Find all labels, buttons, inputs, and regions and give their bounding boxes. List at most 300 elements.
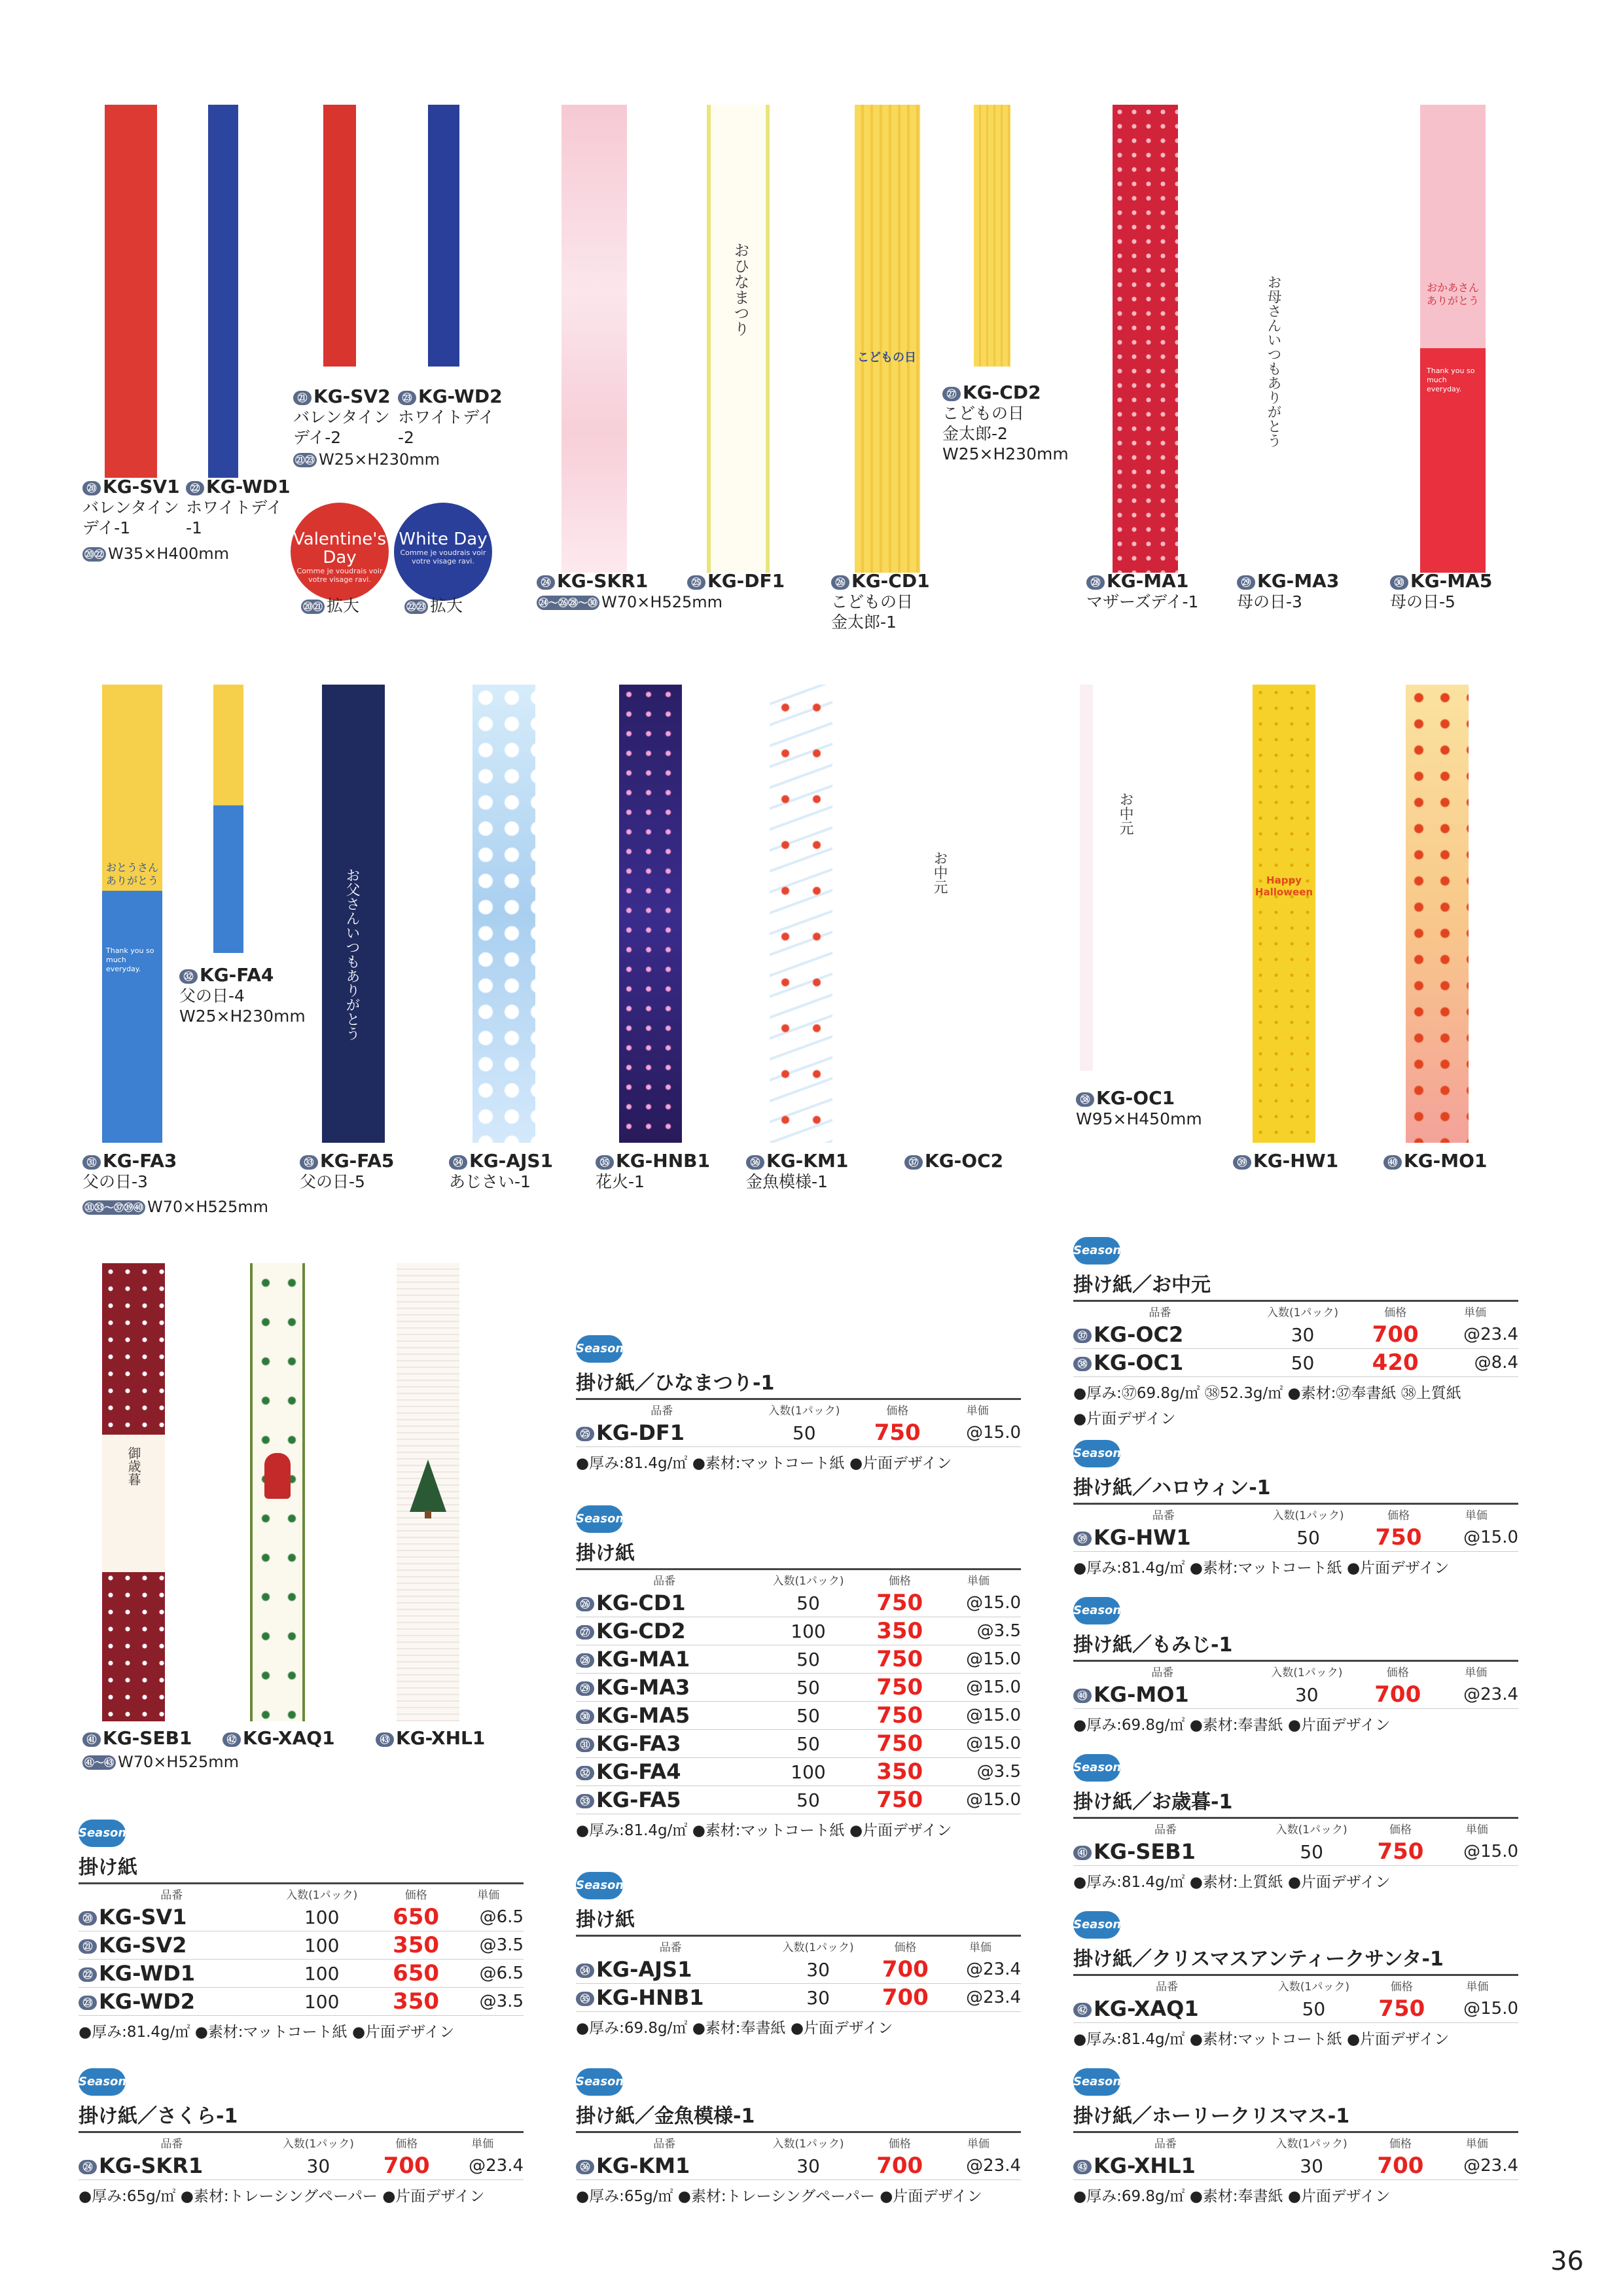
item-number: ㊲	[1073, 1329, 1092, 1343]
header-qty: 入数(1パック)	[765, 1936, 870, 1956]
spec-kakegami-a	[79, 1820, 524, 2041]
caption-kg-hw1: ㊴ KG-HW1	[1233, 1151, 1338, 1172]
cell-qty: 50	[1260, 1995, 1367, 2023]
cell-price: 650	[379, 1960, 453, 1988]
spec-kakegami-c	[576, 1872, 1021, 2037]
cell-unit: @23.4	[441, 2152, 524, 2180]
badge-white-caption: ㉒㉓ 拡大	[404, 596, 463, 616]
cell-unit: @3.5	[936, 1758, 1021, 1786]
header-qty: 入数(1パック)	[1247, 1301, 1359, 1321]
caption-kg-ma3: ㉙ KG-MA3 母の日-3	[1237, 570, 1340, 611]
spec-title: 掛け紙／金魚模様-1	[576, 2105, 755, 2128]
header-qty: 入数(1パック)	[1258, 2132, 1366, 2153]
cell-code	[1073, 1524, 1253, 1552]
table-row	[1073, 1321, 1518, 1349]
item-number: ㉑	[79, 1939, 97, 1954]
cell-unit: @15.0	[936, 1645, 1021, 1674]
spec-halloween	[1073, 1440, 1518, 1577]
header-price: 価格	[1367, 1975, 1436, 1996]
item-code: KG-WD1	[99, 1961, 196, 1986]
spec-xmas-antique	[1073, 1911, 1518, 2049]
spec-table	[79, 2131, 524, 2180]
header-code: 品番	[1073, 1504, 1253, 1524]
header-price: 価格	[1363, 1504, 1435, 1524]
strip-kg-fa4	[213, 685, 243, 953]
cell-price: 750	[864, 1645, 936, 1674]
dimension-31-40: ㉛㉝〜㊲㊴㊵ W70×H525mm	[82, 1198, 268, 1216]
header-unit: 単価	[1436, 1975, 1518, 1996]
strip-kg-df1	[707, 105, 770, 573]
item-number: ㊵	[1073, 1689, 1092, 1703]
cell-code	[1073, 1349, 1247, 1377]
spec-xmas-holly	[1073, 2068, 1518, 2206]
table-row	[79, 2152, 524, 2180]
cell-code	[576, 1984, 765, 2012]
caption-kg-xaq1: ㊷ KG-XAQ1	[223, 1728, 335, 1749]
header-qty: 入数(1パック)	[753, 2132, 863, 2153]
spec-title: 掛け紙／もみじ-1	[1073, 1634, 1233, 1657]
item-code: KG-MA5	[596, 1703, 690, 1728]
header-price: 価格	[871, 1936, 940, 1956]
header-code: 品番	[79, 2132, 265, 2153]
season-logo: Season	[576, 1872, 623, 1899]
cell-price: 700	[864, 2152, 936, 2180]
cell-price: 750	[864, 1730, 936, 1758]
spec-table	[1073, 1974, 1518, 2023]
caption-kg-oc1: ㊳ KG-OC1 W95×H450mm	[1076, 1087, 1202, 1128]
spec-note-2: ●片面デザイン	[1073, 1410, 1176, 1427]
cell-price: 650	[379, 1903, 453, 1931]
caption-kg-hnb1: ㉟ KG-HNB1 花火-1	[596, 1150, 710, 1191]
oc2-vertical-text: お中元	[931, 851, 948, 894]
strip-kg-sv1	[105, 105, 157, 478]
cell-qty: 50	[1258, 1838, 1366, 1866]
spec-note: ●厚み:81.4g/㎡ ●素材:上質紙 ●片面デザイン	[1073, 1874, 1391, 1891]
header-price: 価格	[1362, 1661, 1434, 1681]
header-code: 品番	[576, 1936, 765, 1956]
header-unit: 単価	[936, 1570, 1021, 1590]
cell-code	[576, 1674, 753, 1702]
table-row	[576, 1419, 1021, 1447]
strip-kg-xaq1	[250, 1263, 305, 1721]
header-unit: 単価	[1432, 1301, 1518, 1321]
item-code: KG-FA3	[596, 1731, 681, 1756]
item-number: ㉛	[576, 1738, 594, 1752]
cell-code	[79, 1960, 265, 1988]
spec-title: 掛け紙	[79, 1856, 137, 1879]
spec-ochugen	[1073, 1237, 1518, 1428]
strip-kg-fa3	[102, 685, 162, 1143]
cell-qty: 30	[1247, 1321, 1359, 1349]
item-code: KG-SEB1	[1094, 1839, 1196, 1864]
badge-valentines-day: Valentine's Day Comme je voudrais voir votre visage ravi.	[291, 503, 389, 601]
cell-price: 750	[1363, 1524, 1435, 1552]
cell-qty: 30	[765, 1984, 870, 2012]
seb1-strip-text: 御歳暮	[126, 1446, 141, 1486]
cell-code	[79, 2152, 265, 2180]
header-qty: 入数(1パック)	[753, 1570, 863, 1590]
caption-kg-cd2: ㉗ KG-CD2 こどもの日 金太郎-2 W25×H230mm	[942, 382, 1069, 463]
cell-code	[576, 1645, 753, 1674]
cell-price: 750	[864, 1786, 936, 1814]
caption-kg-ma1: ㉘ KG-MA1 マザーズデイ-1	[1086, 570, 1199, 611]
item-number: ㊸	[1073, 2160, 1092, 2174]
season-logo: Season	[576, 1505, 623, 1533]
season-logo: Season	[1073, 1754, 1120, 1782]
cell-unit: @3.5	[453, 1931, 524, 1960]
badge-white-day: White Day Comme je voudrais voir votre visage ravi.	[394, 503, 492, 601]
item-number: ㉓	[79, 1996, 97, 2010]
season-logo: Season	[1073, 1597, 1120, 1624]
item-code: KG-OC1	[1094, 1350, 1184, 1375]
cell-unit: @3.5	[453, 1988, 524, 2016]
caption-kg-sv1: ⑳ KG-SV1 バレンタイン デイ-1	[82, 476, 180, 537]
caption-kg-ajs1: ㉞ KG-AJS1 あじさい-1	[449, 1150, 554, 1191]
header-price: 価格	[861, 1399, 934, 1420]
table-row	[576, 1589, 1021, 1617]
spec-note: ●厚み:65g/㎡ ●素材:トレーシングペーパー ●片面デザイン	[79, 2188, 485, 2205]
item-number: ㊱	[576, 2160, 594, 2174]
strip-kg-ajs1	[473, 685, 535, 1143]
caption-kg-xhl1: ㊸ KG-XHL1	[376, 1728, 485, 1749]
spec-note: ●厚み:81.4g/㎡ ●素材:マットコート紙 ●片面デザイン	[576, 1822, 952, 1839]
dimension-2123: ㉑㉓ W25×H230mm	[293, 450, 440, 469]
item-number: ㉚	[576, 1710, 594, 1724]
header-price: 価格	[372, 2132, 441, 2153]
item-number: ㉘	[576, 1653, 594, 1668]
caption-kg-oc2: ㊲ KG-OC2	[904, 1151, 1003, 1172]
cell-price: 350	[864, 1617, 936, 1645]
item-number: ㊴	[1073, 1532, 1092, 1546]
table-row	[79, 1988, 524, 2016]
cell-unit: @15.0	[934, 1419, 1021, 1447]
spec-title: 掛け紙	[576, 1542, 635, 1565]
cell-qty: 100	[265, 1988, 379, 2016]
cell-unit: @15.0	[1435, 1838, 1518, 1866]
header-price: 価格	[379, 1884, 453, 1904]
item-number: ㉖	[576, 1597, 594, 1611]
header-qty: 入数(1パック)	[1260, 1975, 1367, 1996]
item-number: ㉟	[576, 1992, 594, 2006]
cell-qty: 30	[753, 2152, 863, 2180]
spec-table	[576, 2131, 1021, 2180]
cell-unit: @23.4	[936, 2152, 1021, 2180]
cell-price: 700	[871, 1984, 940, 2012]
spec-note: ●厚み:81.4g/㎡ ●素材:マットコート紙 ●片面デザイン	[79, 2024, 455, 2041]
item-code: KG-MO1	[1094, 1682, 1189, 1707]
spec-table	[1073, 1817, 1518, 1866]
item-number: ㉜	[576, 1766, 594, 1780]
caption-kg-sv2: ㉑ KG-SV2 バレンタイン デイ-2	[293, 386, 391, 447]
spec-note: ●厚み:81.4g/㎡ ●素材:マットコート紙 ●片面デザイン	[576, 1455, 952, 1472]
cell-price: 750	[864, 1674, 936, 1702]
cell-code	[79, 1988, 265, 2016]
cell-code	[576, 2152, 753, 2180]
cell-unit: @15.0	[936, 1589, 1021, 1617]
caption-kg-fa5: ㉝ KG-FA5 父の日-5	[300, 1150, 395, 1191]
fa3-strip-text2: Thank you so much everyday.	[106, 946, 154, 973]
spec-table	[1073, 1660, 1518, 1709]
strip-kg-wd1	[208, 105, 238, 478]
season-logo: Season	[1073, 1440, 1120, 1467]
strip-kg-cd1	[855, 105, 920, 573]
table-row	[576, 1984, 1021, 2012]
header-price: 価格	[1365, 1818, 1435, 1839]
cell-unit: @23.4	[1432, 1321, 1518, 1349]
header-code: 品番	[1073, 1661, 1252, 1681]
header-code: 品番	[1073, 1818, 1258, 1839]
table-row	[1073, 1838, 1518, 1866]
cell-qty: 30	[265, 2152, 372, 2180]
cell-unit: @15.0	[936, 1786, 1021, 1814]
spec-oseibo	[1073, 1754, 1518, 1892]
season-logo: Season	[1073, 1237, 1120, 1265]
item-code: KG-SV1	[99, 1905, 187, 1929]
cell-price: 350	[379, 1931, 453, 1960]
cell-unit: @23.4	[940, 1956, 1021, 1984]
item-code: KG-CD1	[596, 1590, 686, 1615]
season-logo: Season	[1073, 1911, 1120, 1939]
caption-kg-ma5: ㉚ KG-MA5 母の日-5	[1390, 570, 1493, 611]
header-unit: 単価	[1434, 1661, 1518, 1681]
spec-note: ●厚み:69.8g/㎡ ●素材:奉書紙 ●片面デザイン	[1073, 1717, 1391, 1734]
item-number: ㊳	[1073, 1357, 1092, 1371]
cell-qty: 50	[753, 1730, 863, 1758]
christmas-tree-icon	[408, 1460, 448, 1518]
cell-qty: 50	[748, 1419, 861, 1447]
cell-qty: 100	[265, 1960, 379, 1988]
strip-kg-mo1	[1406, 685, 1469, 1143]
table-row	[576, 1956, 1021, 1984]
spec-table	[576, 1398, 1021, 1447]
ma3-vertical-text: お母さんいつもありがとう	[1265, 275, 1281, 448]
header-qty: 入数(1パック)	[1253, 1504, 1363, 1524]
strip-kg-oc1	[1080, 685, 1093, 1071]
table-row	[576, 1702, 1021, 1730]
header-unit: 単価	[441, 2132, 524, 2153]
spec-table	[576, 1935, 1021, 2012]
cell-price: 700	[372, 2152, 441, 2180]
cell-price: 750	[861, 1419, 934, 1447]
cell-qty: 100	[753, 1758, 863, 1786]
cell-qty: 100	[753, 1617, 863, 1645]
season-logo: Season	[576, 2068, 623, 2096]
season-logo: Season	[576, 1335, 623, 1363]
spec-kingyo	[576, 2068, 1021, 2206]
header-unit: 単価	[936, 2132, 1021, 2153]
ma5-strip-text2: Thank you so much everyday.	[1427, 367, 1475, 393]
item-number: ㉙	[576, 1681, 594, 1696]
cd1-strip-text: こどもの日	[857, 351, 916, 365]
header-price: 価格	[864, 1570, 936, 1590]
cell-price: 350	[379, 1988, 453, 2016]
item-number: ㊷	[1073, 2003, 1092, 2017]
strip-kg-hw1	[1253, 685, 1315, 1143]
cell-price: 750	[1365, 1838, 1435, 1866]
spec-note: ●厚み:69.8g/㎡ ●素材:奉書紙 ●片面デザイン	[1073, 2188, 1391, 2205]
caption-kg-km1: ㊱ KG-KM1 金魚模様-1	[746, 1150, 849, 1191]
strip-kg-sv2	[323, 105, 356, 367]
cell-code	[576, 1758, 753, 1786]
item-code: KG-OC2	[1094, 1322, 1184, 1347]
spec-sakura	[79, 2068, 524, 2206]
item-number: ㉔	[79, 2160, 97, 2174]
spec-note: ●厚み:81.4g/㎡ ●素材:マットコート紙 ●片面デザイン	[1073, 1560, 1450, 1577]
header-code: 品番	[576, 1570, 753, 1590]
header-unit: 単価	[934, 1399, 1021, 1420]
spec-table	[1073, 1300, 1518, 1377]
item-code: KG-XAQ1	[1094, 1996, 1199, 2021]
strip-kg-xhl1	[397, 1263, 459, 1721]
strip-kg-km1	[770, 685, 832, 1143]
caption-kg-fa3: ㉛ KG-FA3 父の日-3	[82, 1150, 177, 1191]
cell-code	[1073, 2152, 1258, 2180]
item-number: ㉗	[576, 1625, 594, 1640]
table-row	[576, 1730, 1021, 1758]
caption-kg-cd1: ㉖ KG-CD1 こどもの日 金太郎-1	[831, 570, 930, 632]
item-code: KG-WD2	[99, 1989, 196, 2014]
cell-code	[576, 1419, 748, 1447]
cell-code	[1073, 1995, 1260, 2023]
spec-title: 掛け紙	[576, 1909, 635, 1931]
table-row	[576, 1786, 1021, 1814]
cell-code	[576, 1617, 753, 1645]
strip-kg-wd2	[428, 105, 459, 367]
header-qty: 入数(1パック)	[265, 2132, 372, 2153]
item-code: KG-HNB1	[596, 1985, 704, 2010]
cell-price: 700	[1362, 1681, 1434, 1709]
header-price: 価格	[1365, 2132, 1435, 2153]
santa-figure	[264, 1453, 291, 1499]
cell-unit: @15.0	[936, 1702, 1021, 1730]
item-code: KG-KM1	[596, 2153, 690, 2178]
table-row	[576, 1674, 1021, 1702]
cell-unit: @6.5	[453, 1903, 524, 1931]
cell-qty: 50	[753, 1645, 863, 1674]
spec-hinamatsuri	[576, 1335, 1021, 1473]
spec-momiji	[1073, 1597, 1518, 1734]
dimension-2022: ⑳㉒ W35×H400mm	[82, 545, 229, 563]
cell-qty: 30	[1252, 1681, 1362, 1709]
item-code: KG-SV2	[99, 1933, 187, 1958]
strip-kg-seb1	[102, 1263, 165, 1721]
cell-unit: @23.4	[1435, 2152, 1518, 2180]
df1-vertical-text: おひなまつり	[731, 242, 749, 336]
header-code: 品番	[1073, 1975, 1260, 1996]
cell-code	[1073, 1681, 1252, 1709]
header-qty: 入数(1パック)	[748, 1399, 861, 1420]
cell-price: 350	[864, 1758, 936, 1786]
table-row	[1073, 2152, 1518, 2180]
item-code: KG-MA1	[596, 1647, 690, 1672]
strip-kg-ma1	[1113, 105, 1178, 573]
cell-qty: 50	[1253, 1524, 1363, 1552]
table-row	[79, 1903, 524, 1931]
cell-qty: 100	[265, 1903, 379, 1931]
cell-qty: 50	[753, 1702, 863, 1730]
table-row	[1073, 1681, 1518, 1709]
item-code: KG-DF1	[596, 1420, 685, 1445]
cell-unit: @15.0	[1434, 1524, 1518, 1552]
table-row	[576, 1617, 1021, 1645]
fa3-strip-text: おとうさんありがとう	[106, 861, 159, 887]
item-number: ㊶	[1073, 1846, 1092, 1860]
item-code: KG-HW1	[1094, 1525, 1191, 1550]
spec-table	[79, 1882, 524, 2016]
item-number: ㉕	[576, 1427, 594, 1441]
cell-unit: @3.5	[936, 1617, 1021, 1645]
cell-code	[576, 1786, 753, 1814]
cell-price: 750	[864, 1589, 936, 1617]
cell-code	[79, 1903, 265, 1931]
cell-code	[79, 1931, 265, 1960]
item-code: KG-FA5	[596, 1787, 681, 1812]
table-row	[576, 1758, 1021, 1786]
spec-title: 掛け紙／お中元	[1073, 1274, 1211, 1297]
spec-title: 掛け紙／ひなまつり-1	[576, 1372, 775, 1395]
spec-note: ●厚み:81.4g/㎡ ●素材:マットコート紙 ●片面デザイン	[1073, 2031, 1450, 2048]
cell-qty: 50	[1247, 1349, 1359, 1377]
table-row	[79, 1931, 524, 1960]
spec-title: 掛け紙／クリスマスアンティークサンタ-1	[1073, 1948, 1444, 1971]
cell-price: 420	[1359, 1349, 1432, 1377]
item-code: KG-AJS1	[596, 1957, 692, 1982]
table-row	[576, 1645, 1021, 1674]
oc1-vertical-text: お中元	[1117, 792, 1133, 835]
season-logo: Season	[79, 2068, 126, 2096]
strip-kg-cd2	[974, 105, 1010, 367]
header-code: 品番	[576, 2132, 753, 2153]
cell-unit: @15.0	[936, 1674, 1021, 1702]
spec-note: ●厚み:69.8g/㎡ ●素材:奉書紙 ●片面デザイン	[576, 2020, 893, 2037]
cell-code	[1073, 1838, 1258, 1866]
spec-title: 掛け紙／お歳暮-1	[1073, 1791, 1233, 1814]
header-qty: 入数(1パック)	[1258, 1818, 1366, 1839]
fa5-vertical-text: お父さんいつもありがとう	[344, 868, 360, 1041]
cell-price: 700	[1365, 2152, 1435, 2180]
item-number: ㉞	[576, 1964, 594, 1978]
cell-code	[1073, 1321, 1247, 1349]
table-row	[576, 2152, 1021, 2180]
cell-price: 750	[1367, 1995, 1436, 2023]
cell-unit: @15.0	[936, 1730, 1021, 1758]
item-code: KG-FA4	[596, 1759, 681, 1784]
header-code: 品番	[1073, 2132, 1258, 2153]
header-unit: 単価	[1435, 1818, 1518, 1839]
cell-code	[576, 1956, 765, 1984]
header-code: 品番	[79, 1884, 265, 1904]
item-code: KG-MA3	[596, 1675, 690, 1700]
spec-title: 掛け紙／ホーリークリスマス-1	[1073, 2105, 1350, 2128]
dimension-24-30: ㉔〜㉖㉘〜㉚ W70×H525mm	[537, 593, 722, 611]
cell-unit: @8.4	[1432, 1349, 1518, 1377]
item-number: ㉒	[79, 1967, 97, 1982]
header-code: 品番	[1073, 1301, 1247, 1321]
cell-price: 700	[1359, 1321, 1432, 1349]
item-number: ㉝	[576, 1794, 594, 1808]
badge-val-caption: ⑳㉑ 拡大	[301, 596, 359, 616]
header-unit: 単価	[1434, 1504, 1518, 1524]
table-row	[1073, 1524, 1518, 1552]
cell-unit: @23.4	[1434, 1681, 1518, 1709]
cell-qty: 50	[753, 1589, 863, 1617]
item-code: KG-SKR1	[99, 2153, 204, 2178]
header-code: 品番	[576, 1399, 748, 1420]
header-qty: 入数(1パック)	[265, 1884, 379, 1904]
caption-kg-df1: ㉕ KG-DF1	[687, 571, 785, 592]
cell-code	[576, 1589, 753, 1617]
caption-kg-skr1: ㉔ KG-SKR1	[537, 571, 648, 592]
